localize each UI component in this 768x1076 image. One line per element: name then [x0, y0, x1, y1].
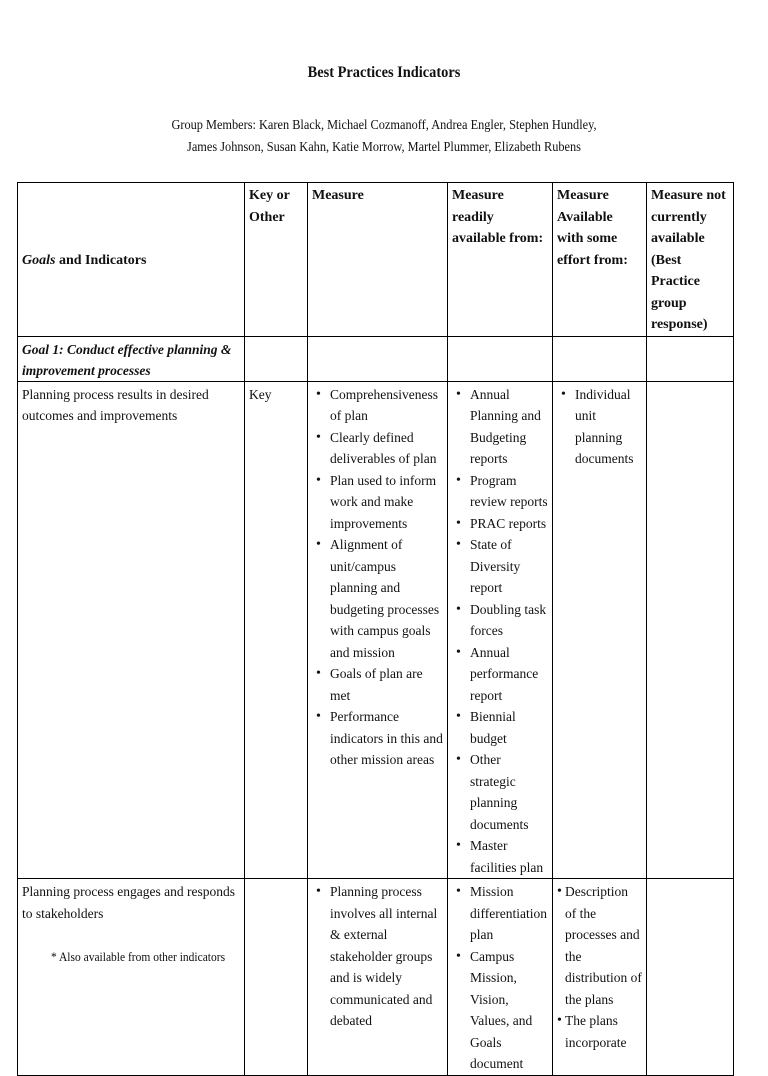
readily-available-cell: [448, 381, 553, 879]
header-key-or-other: Key or Other: [245, 183, 308, 337]
list-item: • Annual Planning and Budgeting reports: [470, 384, 548, 470]
header-measure-some-effort: Measure Available with some effort from:: [553, 183, 647, 337]
measure-cell: [308, 879, 448, 1076]
list-item: • The plans incorporate: [565, 1010, 642, 1053]
list-item: • Doubling task forces: [470, 599, 548, 642]
footnote: * Also available from other indicators: [51, 950, 226, 964]
list-item: • Master facilities plan: [470, 835, 548, 878]
measure-cell: [308, 381, 448, 879]
list-item: • Mission differentiation plan: [470, 881, 548, 946]
key-cell: [245, 879, 308, 1076]
table-cell: [647, 336, 734, 381]
list-item: • Alignment of unit/campus planning and budgeting processes with campus goals and mission: [330, 534, 443, 663]
indicator-cell: Planning process results in desired outcomes and improvements: [18, 381, 245, 879]
table-row: [18, 381, 734, 879]
goal-1-heading: Goal 1: Conduct effective planning & improvement processes: [18, 336, 245, 381]
not-available-cell: [647, 381, 734, 879]
table-cell: [245, 336, 308, 381]
list-item: • Biennial budget: [470, 706, 548, 749]
not-available-cell: [647, 879, 734, 1076]
list-item: • PRAC reports: [470, 513, 548, 535]
table-cell: [308, 336, 448, 381]
some-effort-cell: [553, 879, 647, 1076]
list-item: • State of Diversity report: [470, 534, 548, 599]
table-cell: [448, 336, 553, 381]
table-cell: [553, 336, 647, 381]
group-members-line-2: James Johnson, Susan Kahn, Katie Morrow, Martel Plummer, Elizabeth Rubens: [187, 140, 581, 155]
list-item: • Clearly defined deliverables of plan: [330, 427, 443, 470]
readily-available-cell: [448, 879, 553, 1076]
header-goals-and-indicators: Goals and Indicators: [18, 183, 245, 337]
group-members-line-1: Group Members: Karen Black, Michael Cozmanoff, Andrea Engler, Stephen Hundley,: [171, 118, 597, 133]
list-item: • Other strategic planning documents: [470, 749, 548, 835]
list-item: • Campus Mission, Vision, Values, and Goals document: [470, 946, 548, 1075]
header-measure-not-available: Measure not currently available (Best Practice group response): [647, 183, 734, 337]
indicators-table: [17, 182, 734, 1076]
table-header-row: [18, 183, 734, 337]
some-effort-cell: [553, 381, 647, 879]
list-item: • Comprehensiveness of plan: [330, 384, 443, 427]
indicator-cell: Planning process engages and responds to stakeholders: [18, 879, 245, 1076]
list-item: • Individual unit planning documents: [575, 384, 642, 470]
list-item: • Annual performance report: [470, 642, 548, 707]
table-row: [18, 879, 734, 1076]
document-title: Best Practices Indicators: [307, 64, 461, 81]
goal-row: [18, 336, 734, 381]
key-cell: Key: [245, 381, 308, 879]
list-item: • Plan used to inform work and make improvements: [330, 470, 443, 535]
header-measure-readily-available: Measure readily available from:: [448, 183, 553, 337]
list-item: • Description of the processes and the distribution of the plans: [565, 881, 642, 1010]
header-measure: Measure: [308, 183, 448, 337]
list-item: • Program review reports: [470, 470, 548, 513]
list-item: • Planning process involves all internal & external stakeholder groups and is widely communicated and debated: [330, 881, 443, 1032]
list-item: • Goals of plan are met: [330, 663, 443, 706]
list-item: • Performance indicators in this and other mission areas: [330, 706, 443, 771]
